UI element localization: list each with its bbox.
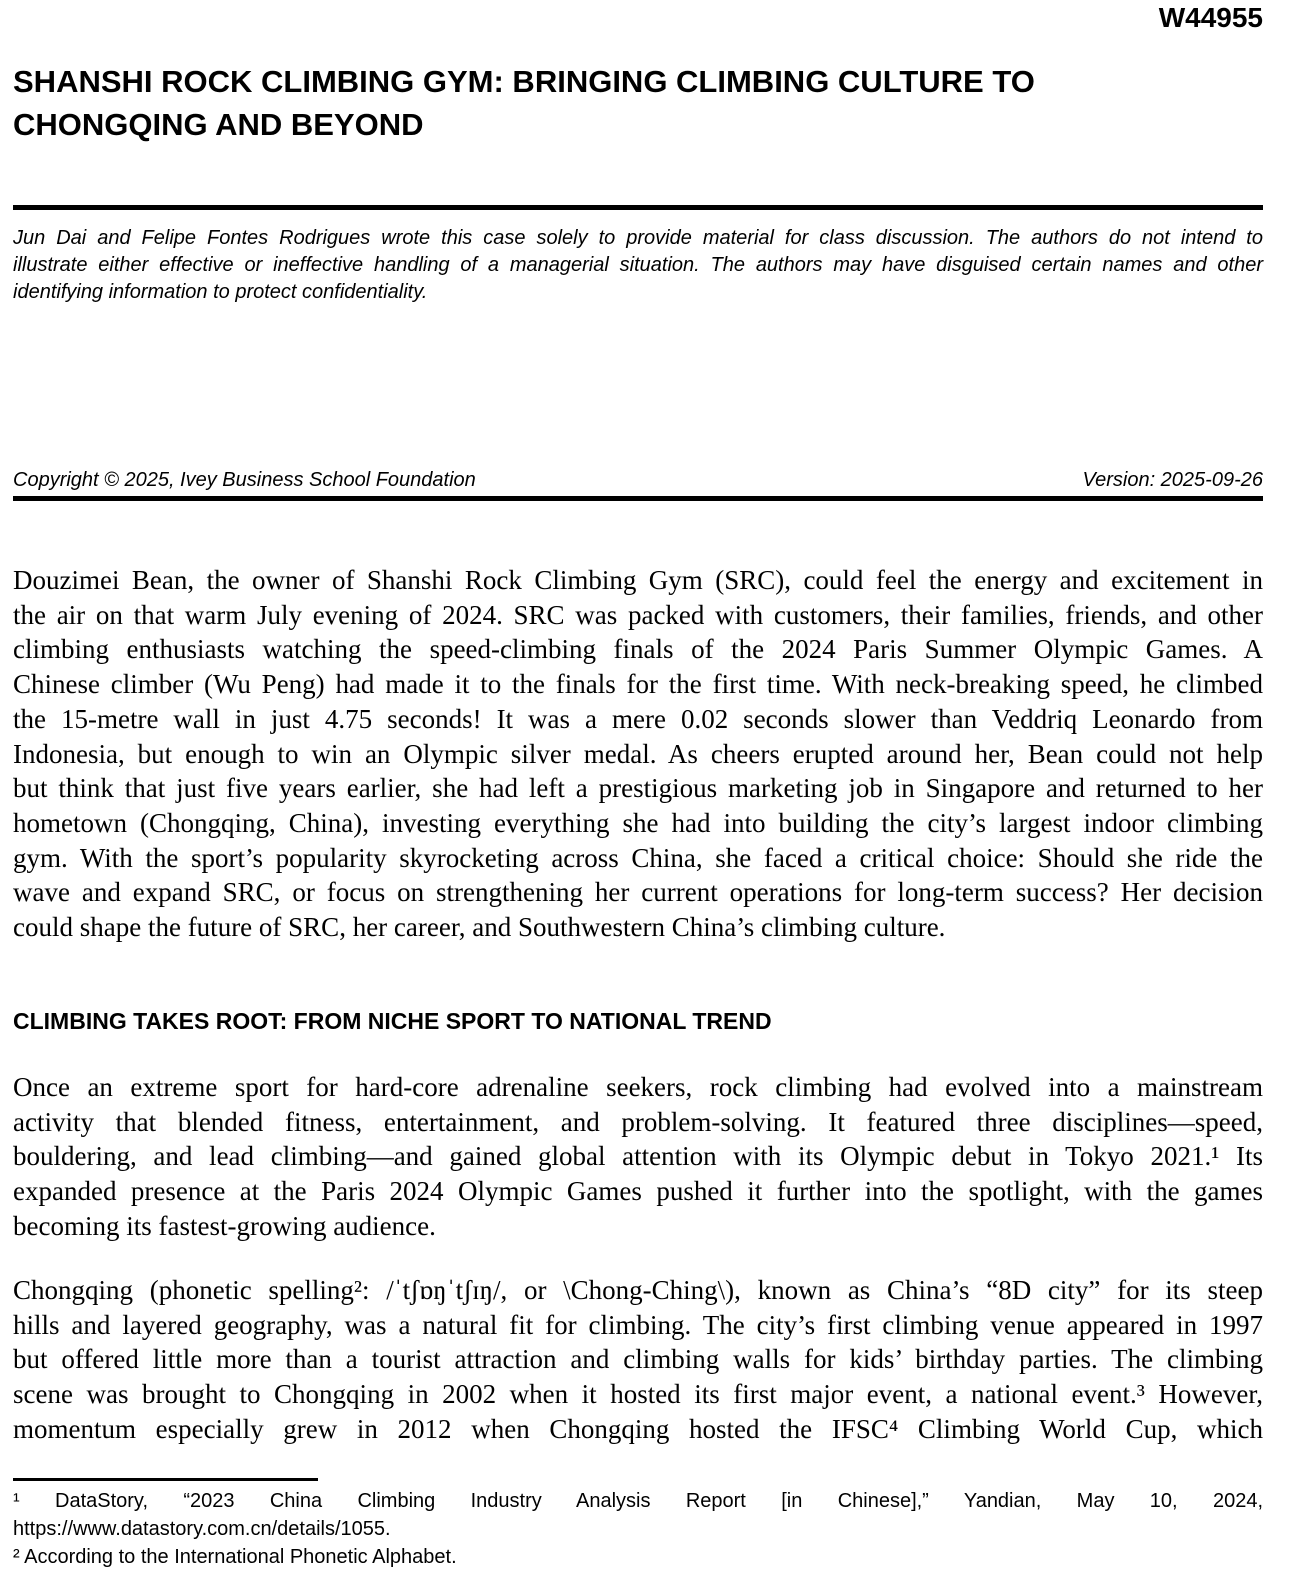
text-line: the air on that warm July evening of 2024. SRC was packed with customers, their families, friends, and other [13,599,1263,630]
text-line: climbing enthusiasts watching the speed-climbing finals of the 2024 Paris Summer Olympic Games. A [13,634,1263,665]
text-line: scene was brought to Chongqing in 2002 when it hosted its first major event, a national event.³ However, [13,1379,1263,1410]
horizontal-rule [13,496,1263,501]
text-line: momentum especially grew in 2012 when Chongqing hosted the IFSC⁴ Climbing World Cup, which [13,1413,1263,1444]
footnote-separator-rule [13,1478,318,1481]
text-line: hills and layered geography, was a natural fit for climbing. The city’s first climbing venue appeared in 1997 [13,1309,1263,1340]
text-line: but think that just five years earlier, she had left a prestigious marketing job in Singapore and returned to her [13,773,1263,804]
paragraph-2 [13,1070,1263,1244]
disclaimer [13,225,1263,306]
text-line: but offered little more than a tourist attraction and climbing walls for kids’ birthday parties. The climbing [13,1344,1263,1375]
page-title [13,60,1263,146]
footnote-2: ² According to the International Phonetic Alphabet. [13,1546,457,1568]
text-line: hometown (Chongqing, China), investing everything she had into building the city’s largest indoor climbing [13,807,1263,838]
text-line: Chongqing (phonetic spelling²: /ˈtʃɒŋˈtʃɪŋ/, or \Chong-Ching\), known as China’s “8D city” for its steep [13,1275,1263,1305]
title-line: SHANSHI ROCK CLIMBING GYM: BRINGING CLIMBING CULTURE TO [13,64,1035,99]
footnote-1-line: ¹ DataStory, “2023 China Climbing Industry Analysis Report [in Chinese],” Yandian, May 10, 2024, [13,1490,1263,1512]
text-line: Once an extreme sport for hard-core adrenaline seekers, rock climbing had evolved into a mainstream [13,1072,1263,1102]
text-line: the 15-metre wall in just 4.75 seconds! It was a mere 0.02 seconds slower than Veddriq Leonardo from [13,703,1263,734]
text-line: gym. With the sport’s popularity skyrocketing across China, she faced a critical choice: Should she ride the [13,842,1263,873]
copyright-row [13,467,1263,493]
text-line: identifying information to protect confidentiality. [13,281,428,303]
paragraph-3 [13,1273,1263,1447]
version-label: Version: 2025-09-26 [1082,469,1263,491]
footnote-1-url: https://www.datastory.com.cn/details/1055. [13,1518,391,1540]
section-heading: CLIMBING TAKES ROOT: FROM NICHE SPORT TO NATIONAL TREND [13,1008,772,1034]
text-line: Jun Dai and Felipe Fontes Rodrigues wrote this case solely to provide material for class discussion. The authors do not intend to [13,227,1263,249]
text-line: Douzimei Bean, the owner of Shanshi Rock Climbing Gym (SRC), could feel the energy and excitement in [13,565,1263,595]
text-line: expanded presence at the Paris 2024 Olympic Games pushed it further into the spotlight, with the games [13,1176,1263,1207]
text-line: bouldering, and lead climbing—and gained global attention with its Olympic debut in Tokyo 2021.¹ Its [13,1141,1263,1172]
text-line: illustrate either effective or ineffective handling of a managerial situation. The authors may have disguised certain names and other [13,254,1263,276]
horizontal-rule [13,205,1263,210]
text-line: Indonesia, but enough to win an Olympic silver medal. As cheers erupted around her, Bean could not help [13,738,1263,769]
text-line: becoming its fastest-growing audience. [13,1210,436,1241]
paragraph-1 [13,563,1263,945]
text-line: Chinese climber (Wu Peng) had made it to the finals for the first time. With neck-breaking speed, he climbed [13,669,1263,700]
case-number: W44955 [1158,2,1263,33]
text-line: could shape the future of SRC, her career, and Southwestern China’s climbing culture. [13,912,946,943]
text-line: activity that blended fitness, entertainment, and problem-solving. It featured three disciplines—speed, [13,1106,1263,1137]
footnotes [13,1487,1263,1571]
title-line: CHONGQING AND BEYOND [13,107,424,142]
text-line: wave and expand SRC, or focus on strengthening her current operations for long-term success? Her decision [13,877,1263,908]
copyright-notice: Copyright © 2025, Ivey Business School Foundation [13,469,476,491]
